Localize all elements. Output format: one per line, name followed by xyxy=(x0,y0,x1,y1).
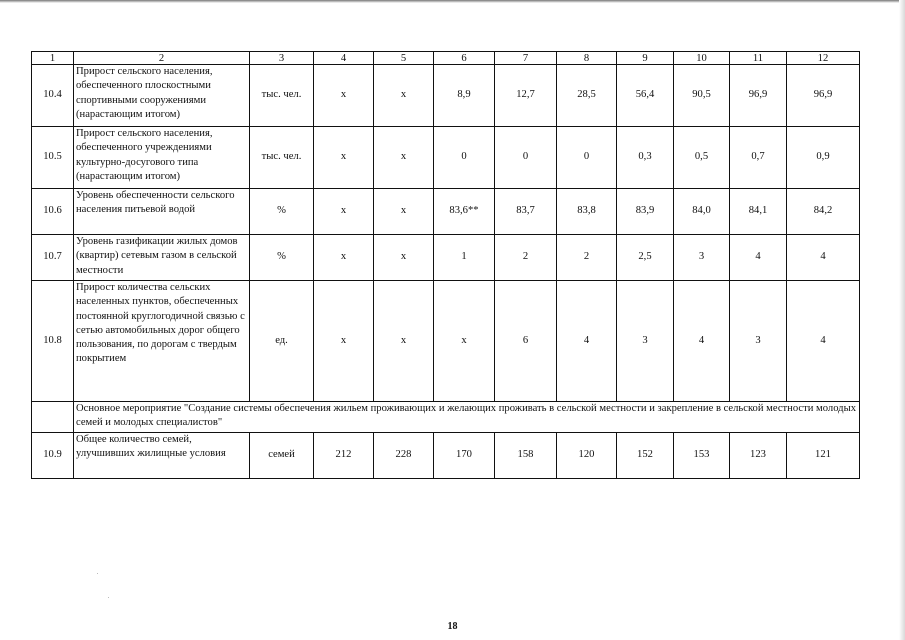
row-unit: ед. xyxy=(250,281,314,402)
row-value: x xyxy=(374,189,434,235)
row-value: 83,9 xyxy=(617,189,674,235)
row-value: 0,5 xyxy=(674,127,730,189)
section-title: Основное мероприятие "Создание системы обеспечения жильем проживающих и желающих проживать в сельской местности и закрепление в сельской местности молодых семей и молодых специалистов" xyxy=(74,402,860,433)
row-value: 0 xyxy=(434,127,495,189)
row-value: 0 xyxy=(495,127,557,189)
row-value: 83,8 xyxy=(557,189,617,235)
row-value: 170 xyxy=(434,433,495,479)
row-value: 153 xyxy=(674,433,730,479)
row-value: x xyxy=(314,127,374,189)
col-header: 12 xyxy=(787,52,860,65)
col-header: 6 xyxy=(434,52,495,65)
row-value: 4 xyxy=(730,235,787,281)
row-value: 4 xyxy=(787,235,860,281)
scan-speck xyxy=(108,597,109,598)
scan-edge-right xyxy=(899,0,905,640)
row-value: 0,7 xyxy=(730,127,787,189)
row-value: x xyxy=(314,281,374,402)
row-value: 56,4 xyxy=(617,65,674,127)
row-number: 10.4 xyxy=(32,65,74,127)
table-row xyxy=(32,189,860,235)
section-row xyxy=(32,402,860,433)
page-number: 18 xyxy=(447,621,458,632)
row-value: x xyxy=(314,65,374,127)
col-header: 3 xyxy=(250,52,314,65)
row-unit: % xyxy=(250,189,314,235)
row-value: 96,9 xyxy=(787,65,860,127)
row-unit: тыс. чел. xyxy=(250,127,314,189)
row-unit: % xyxy=(250,235,314,281)
row-value: 6 xyxy=(495,281,557,402)
row-value: x xyxy=(374,235,434,281)
table-row xyxy=(32,127,860,189)
row-value: 4 xyxy=(674,281,730,402)
col-header: 11 xyxy=(730,52,787,65)
row-value: 12,7 xyxy=(495,65,557,127)
row-description: Уровень обеспеченности сельского населения питьевой водой xyxy=(74,189,250,235)
row-description: Общее количество семей, улучшивших жилищные условия xyxy=(74,433,250,479)
row-value: 2,5 xyxy=(617,235,674,281)
row-value: 212 xyxy=(314,433,374,479)
row-value: 228 xyxy=(374,433,434,479)
table-row xyxy=(32,235,860,281)
row-value: 3 xyxy=(674,235,730,281)
row-description: Уровень газификации жилых домов (квартир) сетевым газом в сельской местности xyxy=(74,235,250,281)
row-value: 0,9 xyxy=(787,127,860,189)
row-value: 120 xyxy=(557,433,617,479)
row-value: x xyxy=(314,189,374,235)
row-value: 83,7 xyxy=(495,189,557,235)
row-number: 10.8 xyxy=(32,281,74,402)
scan-edge-top xyxy=(0,0,905,3)
col-header: 10 xyxy=(674,52,730,65)
col-header: 7 xyxy=(495,52,557,65)
scan-speck xyxy=(97,573,98,574)
row-value: 96,9 xyxy=(730,65,787,127)
row-value: 4 xyxy=(557,281,617,402)
col-header: 1 xyxy=(32,52,74,65)
table-row xyxy=(32,281,860,402)
table-row xyxy=(32,65,860,127)
row-value: 3 xyxy=(617,281,674,402)
row-description: Прирост сельского населения, обеспеченного учреждениями культурно-досугового типа (нарастающим итогом) xyxy=(74,127,250,189)
col-header: 4 xyxy=(314,52,374,65)
row-unit: семей xyxy=(250,433,314,479)
row-value: 8,9 xyxy=(434,65,495,127)
row-number: 10.5 xyxy=(32,127,74,189)
row-value: 28,5 xyxy=(557,65,617,127)
row-value: 90,5 xyxy=(674,65,730,127)
row-description: Прирост сельского населения, обеспеченного плоскостными спортивными сооружениями (нарастающим итогом) xyxy=(74,65,250,127)
row-value: 123 xyxy=(730,433,787,479)
table-row xyxy=(32,433,860,479)
row-value: 152 xyxy=(617,433,674,479)
row-value: 1 xyxy=(434,235,495,281)
row-value: 84,2 xyxy=(787,189,860,235)
row-value: 4 xyxy=(787,281,860,402)
row-value: x xyxy=(314,235,374,281)
row-value: x xyxy=(374,281,434,402)
row-value: 158 xyxy=(495,433,557,479)
col-header: 2 xyxy=(74,52,250,65)
row-value: 83,6** xyxy=(434,189,495,235)
row-value: 0 xyxy=(557,127,617,189)
row-value: x xyxy=(374,127,434,189)
row-value: 2 xyxy=(495,235,557,281)
section-empty-cell xyxy=(32,402,74,433)
row-value: 121 xyxy=(787,433,860,479)
row-number: 10.6 xyxy=(32,189,74,235)
row-description: Прирост количества сельских населенных пунктов, обеспеченных постоянной круглогодичной связью с сетью автомобильных дорог общего пользования, по дорогам с твердым покрытием xyxy=(74,281,250,402)
row-number: 10.7 xyxy=(32,235,74,281)
row-value: 0,3 xyxy=(617,127,674,189)
row-value: x xyxy=(434,281,495,402)
row-value: 84,0 xyxy=(674,189,730,235)
column-number-row xyxy=(32,52,860,65)
col-header: 5 xyxy=(374,52,434,65)
col-header: 9 xyxy=(617,52,674,65)
row-unit: тыс. чел. xyxy=(250,65,314,127)
row-number: 10.9 xyxy=(32,433,74,479)
row-value: 2 xyxy=(557,235,617,281)
row-value: 3 xyxy=(730,281,787,402)
col-header: 8 xyxy=(557,52,617,65)
row-value: x xyxy=(374,65,434,127)
row-value: 84,1 xyxy=(730,189,787,235)
indicators-table xyxy=(31,51,860,479)
